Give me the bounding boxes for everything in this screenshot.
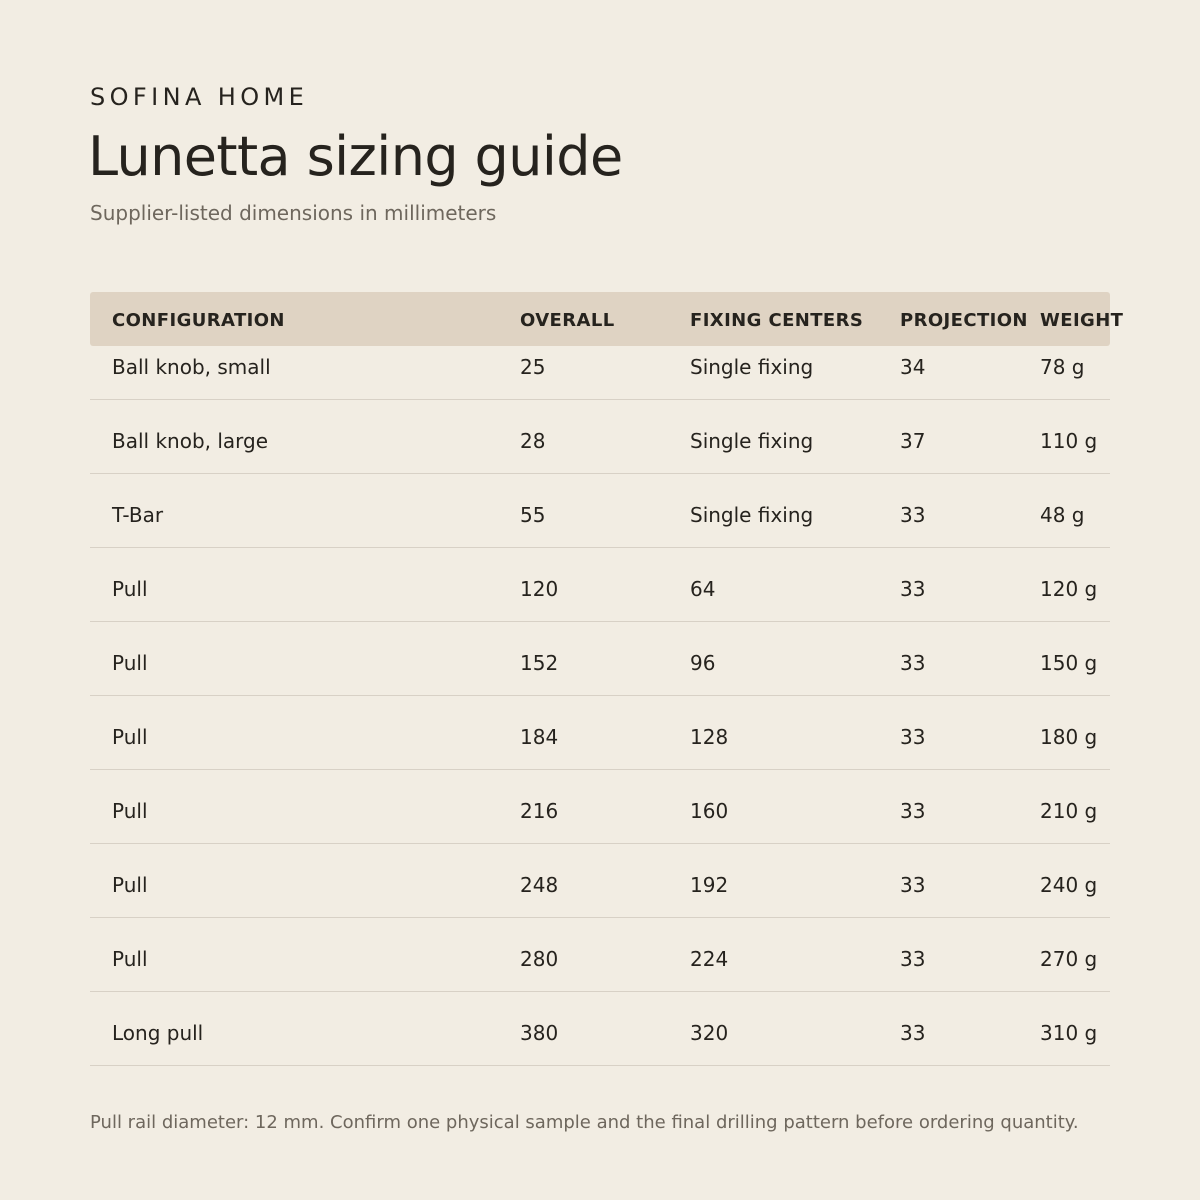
cell-weight: 210 g: [1040, 799, 1098, 823]
cell-overall: 25: [520, 355, 546, 379]
cell-projection: 33: [900, 577, 926, 601]
cell-projection: 33: [900, 503, 926, 527]
header-projection: PROJECTION: [900, 310, 1028, 331]
cell-configuration: Pull: [112, 725, 148, 749]
cell-fixing-centers: 64: [690, 577, 716, 601]
cell-overall: 120: [520, 577, 559, 601]
table-row: [90, 548, 1110, 622]
cell-overall: 248: [520, 873, 559, 897]
cell-weight: 310 g: [1040, 1021, 1098, 1045]
cell-configuration: Pull: [112, 577, 148, 601]
cell-configuration: Pull: [112, 799, 148, 823]
cell-projection: 33: [900, 873, 926, 897]
header-fixing-centers: FIXING CENTERS: [690, 310, 864, 331]
table-row: [90, 622, 1110, 696]
table-row: [90, 346, 1110, 400]
cell-projection: 37: [900, 429, 926, 453]
sizing-table: [90, 292, 1124, 1066]
cell-configuration: Ball knob, small: [112, 355, 271, 379]
cell-configuration: Pull: [112, 873, 148, 897]
table-row: [90, 400, 1110, 474]
cell-weight: 110 g: [1040, 429, 1098, 453]
cell-overall: 55: [520, 503, 546, 527]
cell-fixing-centers: Single fixing: [690, 429, 814, 453]
table-row: [90, 918, 1110, 992]
cell-overall: 216: [520, 799, 559, 823]
brand-name: SOFINA HOME: [90, 83, 309, 111]
page-subtitle: Supplier-listed dimensions in millimeters: [90, 201, 497, 225]
cell-projection: 33: [900, 1021, 926, 1045]
cell-fixing-centers: Single fixing: [690, 503, 814, 527]
cell-weight: 78 g: [1040, 355, 1085, 379]
cell-projection: 33: [900, 799, 926, 823]
cell-weight: 240 g: [1040, 873, 1098, 897]
cell-overall: 152: [520, 651, 559, 675]
cell-fixing-centers: 320: [690, 1021, 729, 1045]
cell-configuration: Pull: [112, 651, 148, 675]
cell-weight: 150 g: [1040, 651, 1098, 675]
cell-weight: 48 g: [1040, 503, 1085, 527]
cell-projection: 33: [900, 947, 926, 971]
table-row: [90, 770, 1110, 844]
footnote: Pull rail diameter: 12 mm. Confirm one physical sample and the final drilling pattern before ordering quantity.: [90, 1112, 1079, 1133]
cell-fixing-centers: 128: [690, 725, 729, 749]
cell-weight: 180 g: [1040, 725, 1098, 749]
table-row: [90, 992, 1110, 1066]
cell-fixing-centers: 96: [690, 651, 716, 675]
cell-configuration: T-Bar: [112, 503, 164, 527]
header-configuration: CONFIGURATION: [112, 310, 285, 331]
cell-projection: 33: [900, 651, 926, 675]
cell-overall: 380: [520, 1021, 559, 1045]
cell-overall: 184: [520, 725, 559, 749]
page-title: Lunetta sizing guide: [88, 125, 623, 188]
table-row: [90, 696, 1110, 770]
cell-overall: 280: [520, 947, 559, 971]
cell-configuration: Pull: [112, 947, 148, 971]
table-row: [90, 844, 1110, 918]
table-row: [90, 474, 1110, 548]
cell-weight: 270 g: [1040, 947, 1098, 971]
cell-projection: 33: [900, 725, 926, 749]
table-header: [90, 292, 1124, 346]
cell-overall: 28: [520, 429, 546, 453]
cell-fixing-centers: 224: [690, 947, 729, 971]
cell-fixing-centers: 192: [690, 873, 729, 897]
header-overall: OVERALL: [520, 310, 615, 331]
cell-configuration: Long pull: [112, 1021, 204, 1045]
cell-fixing-centers: 160: [690, 799, 729, 823]
header-weight: WEIGHT: [1040, 310, 1124, 331]
cell-weight: 120 g: [1040, 577, 1098, 601]
cell-fixing-centers: Single fixing: [690, 355, 814, 379]
cell-configuration: Ball knob, large: [112, 429, 269, 453]
cell-projection: 34: [900, 355, 926, 379]
